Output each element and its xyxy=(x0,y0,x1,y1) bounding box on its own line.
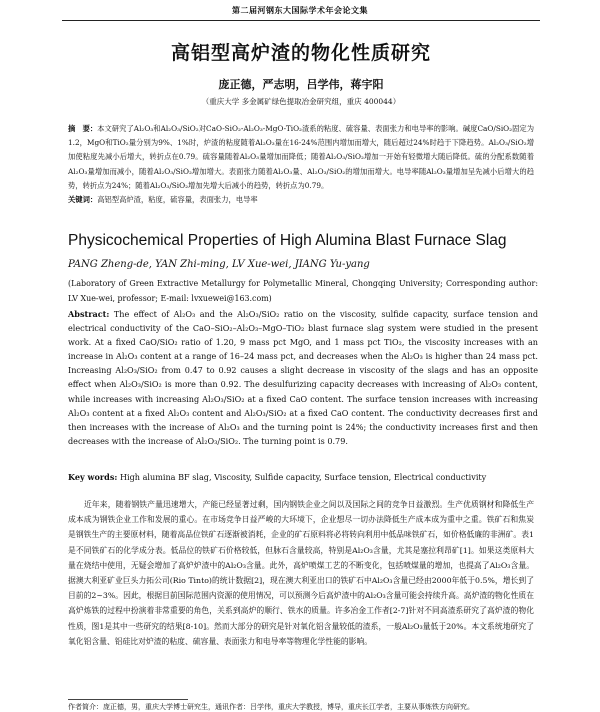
chinese-abstract-block xyxy=(68,122,534,207)
chinese-affiliation: （重庆大学 多金属矿绿色提取冶金研究组，重庆 400044） xyxy=(201,97,401,106)
english-keywords-label: Key words: xyxy=(68,472,118,482)
english-authors: PANG Zheng-de, YAN Zhi-ming, LV Xue-wei, JIANG Yu-yang xyxy=(68,259,370,270)
footnote-rule xyxy=(68,699,188,700)
english-abstract-label: Abstract: xyxy=(68,309,110,319)
chinese-abstract-label: 摘 要： xyxy=(68,124,98,133)
author-footnote: 作者简介：庞正德，男，重庆大学博士研究生，通讯作者：吕学伟，重庆大学教授，博导，重庆长江学者，主要从事炼铁方向研究。 xyxy=(68,703,474,711)
running-head: 第二届河钢东大国际学术年会论文集 xyxy=(232,6,368,15)
introduction-paragraph: 近年来，随着钢铁产量迅速增大，产能已经显著过剩，国内钢铁企业之间以及国际之间的竞争日益激烈。生产优质钢材和降低生产成本成为钢铁企业工作和发展的重心。在市场竞争日益严峻的大环境下，企业想尽一切办法降低生产成本成为重中之重。铁矿石和焦炭是钢铁生产的主要原材料，随着高品位铁矿石逐渐被消耗，企业的矿石原料将必将转向利用中低品味铁矿石，如价格低廉的非洲矿。表1是不同铁矿石的化学成分表。低品位的铁矿石价格较低，但脉石含量较高，特别是Al₂O₃含量，尤其是塞拉利昂矿[1]。如果这类原料大量在烧结中使用，无疑会增加了高炉炉渣中的Al₂O₃含量。此外，高炉喷煤工艺的不断变化，包括喷煤量的增加，也提高了Al₂O₃含量。据澳大利亚矿业巨头力拓公司(Rio Tinto)的统计数据[2]，现在澳大利亚出口的铁矿石中Al₂O₃含量已经由2000年低于0.5%，增长到了目前的2~3%。因此，根据目前国际范围内资源的使用情况，可以预测今后高炉渣中的Al₂O₃含量可能会持续升高。高炉渣的物化性质在高炉炼铁的过程中扮演着非常重要的角色，关系到高炉的顺行、铁水的质量。许多冶金工作者[2-7]针对不同高渣系研究了高炉渣的物化性质，图1是其中一些研究的结果[8-10]。然而大部分的研究是针对氧化铝含量较低的渣系，一般Al₂O₃量低于20%。本文系统地研究了氧化铝含量、铝硅比对炉渣的粘度、硫容量、表面张力和电导率等物理化学性能的影响。 xyxy=(68,500,534,646)
chinese-keywords-label: 关键词： xyxy=(68,195,98,205)
header-rule xyxy=(62,20,540,21)
english-keywords-block xyxy=(68,472,538,482)
english-keywords: High alumina BF slag, Viscosity, Sulfide capacity, Surface tension, Electrical conductivity xyxy=(119,472,487,482)
english-abstract-block xyxy=(68,307,538,448)
chinese-abstract-text: 本文研究了Al₂O₃和Al₂O₃/SiO₂对CaO-SiO₂-Al₂O₃-MgO-TiO₂渣系的粘度、硫容量、表面张力和电导率的影响。碱度CaO/SiO₂固定为1.2，MgO和TiO₂量分别为9%、1%时，炉渣的粘度随着Al₂O₃量在16-24%范围内增加而增大，随后超过24%时趋于下降趋势。Al₂O₃/SiO₂增加使粘度先减小后增大，转折点在0.79。硫容量随着Al₂O₃量增加而降低；随着Al₂O₃/SiO₂增加一开始有轻微增大随后降低。硫的分配系数随着Al₂O₃量增加而减小，随着Al₂O₃/SiO₂增加增大。表面张力随着Al₂O₃量、Al₂O₃/SiO₂的增加而增大。电导率随Al₂O₃量增加呈先减小后增大的趋势，转折点为24%；随着Al₂O₃/SiO₂增加先增大后减小的趋势，转折点为0.79。 xyxy=(68,124,534,190)
english-title: Physicochemical Properties of High Alumina Blast Furnace Slag xyxy=(68,232,507,249)
chinese-authors: 庞正德，严志明，吕学伟，蒋宇阳 xyxy=(218,78,384,91)
chinese-title: 高铝型高炉渣的物化性质研究 xyxy=(170,42,431,64)
chinese-keywords: 高铝型高炉渣，粘度，硫容量，表面张力，电导率 xyxy=(97,195,258,205)
english-abstract-text: The effect of Al₂O₃ and the Al₂O₃/SiO₂ ratio on the viscosity, sulfide capacity, surface tension and electrical conductivity of the CaO–SiO₂–Al₂O₃–MgO–TiO₂ blast furnace slag system were studied in the present work. At a fixed CaO/SiO₂ ratio of 1.20, 9 mass pct MgO, and 1 mass pct TiO₂, the viscosity increases with an increase in Al₂O₃ content at a range of 16–24 mass pct, and decreases when the Al₂O₃ is higher than 24 mass pct. Increasing Al₂O₃/SiO₂ from 0.47 to 0.92 causes a slight decrease in viscosity of the slags and has an opposite effect when Al₂O₃/SiO₂ is more than 0.92. The desulfurizing capacity decreases with increasing of Al₂O₃ content, while increases with increasing Al₂O₃/SiO₂ at a fixed CaO content. The surface tension increases with increasing Al₂O₃ content at a fixed Al₂O₃ content and Al₂O₃/SiO₂ at a fixed CaO content. The conductivity decreases first and then increases with the increase of Al₂O₃ and the turning point is 24%; the conductivity increases first and then decreases with the increase of Al₂O₃/SiO₂. The turning point is 0.79. xyxy=(68,309,539,446)
english-affiliation: (Laboratory of Green Extractive Metallurgy for Polymetallic Mineral, Chongqing University; Corresponding author: LV Xue-wei, professor; E-mail: lvxuewei@163.com) xyxy=(68,279,538,303)
